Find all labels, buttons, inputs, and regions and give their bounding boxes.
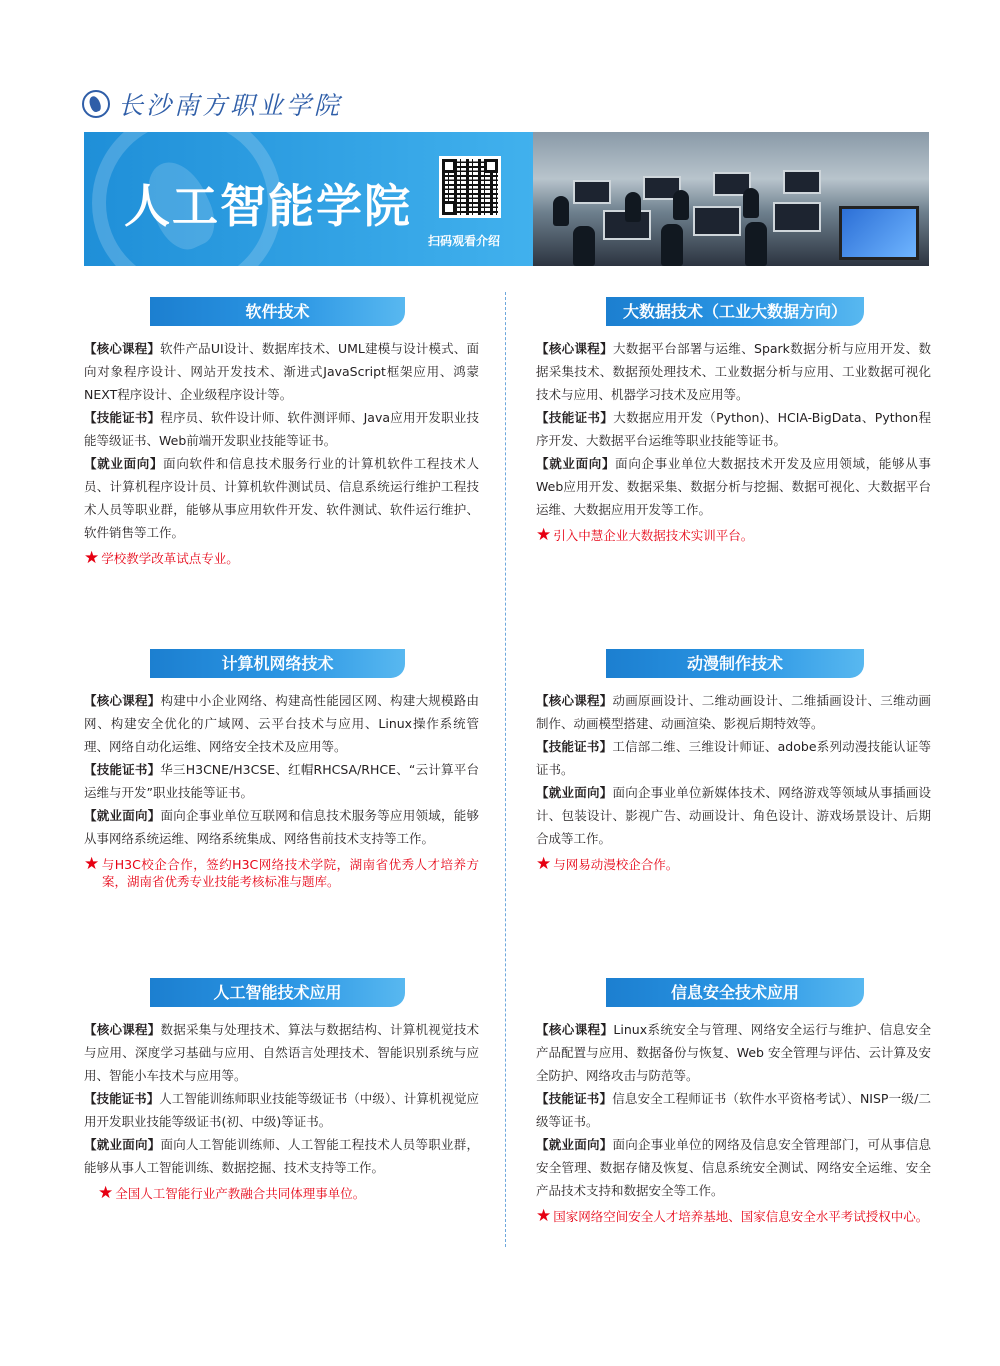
qr-code[interactable]	[439, 156, 501, 218]
star-icon: ★	[98, 1183, 114, 1203]
star-icon: ★	[536, 1206, 552, 1226]
employment: 【就业面向】面向企事业单位互联网和信息技术服务等应用领域，能够从事网络系统运维、网络系统集成、网络售前技术支持等工作。	[84, 808, 479, 846]
major-animation	[536, 649, 931, 873]
employment: 【就业面向】面向企事业单位的网络及信息安全管理部门，可从事信息安全管理、数据存储及恢复、信息系统安全测试、网络安全运维、安全产品技术支持和数据安全等工作。	[536, 1137, 931, 1198]
employment: 【就业面向】面向软件和信息技术服务行业的计算机软件工程技术人员、计算机程序设计员、计算机软件测试员、信息系统运行维护工程技术人员等职业群，能够从事应用软件开发、软件测试、软件运行维护、软件销售等工作。	[84, 456, 479, 540]
section-title: 信息安全技术应用	[606, 978, 864, 1007]
highlight-note: ★ 国家网络空间安全人才培养基地、国家信息安全水平考试授权中心。	[536, 1206, 929, 1226]
employment: 【就业面向】面向人工智能训练师、人工智能工程技术人员等职业群，能够从事人工智能训练、数据挖掘、技术支持等工作。	[84, 1137, 479, 1175]
highlight-note: ★ 引入中慧企业大数据技术实训平台。	[536, 525, 754, 545]
star-icon: ★	[84, 854, 100, 874]
core-courses: 【核心课程】构建中小企业网络、构建高性能园区网、构建大规模路由网、构建安全优化的广域网、云平台技术与应用、Linux操作系统管理、网络自动化运维、网络安全技术及应用等。	[84, 693, 479, 754]
core-courses: 【核心课程】数据采集与处理技术、算法与数据结构、计算机视觉技术与应用、深度学习基础与应用、自然语言处理技术、智能识别系统与应用、智能小车技术与应用等。	[84, 1022, 479, 1083]
major-software-tech	[84, 297, 479, 567]
star-icon: ★	[84, 548, 100, 568]
employment: 【就业面向】面向企事业单位大数据技术开发及应用领域，能够从事Web应用开发、数据采集、数据分析与挖掘、数据可视化、大数据平台运维、大数据应用开发等工作。	[536, 456, 931, 517]
certificates: 【技能证书】人工智能训练师职业技能等级证书（中级）、计算机视觉应用开发职业技能等级证书(初、中级)等证书。	[84, 1091, 479, 1129]
major-computer-network	[84, 649, 479, 890]
college-banner	[84, 132, 929, 266]
highlight-note: ★ 与网易动漫校企合作。	[536, 854, 679, 874]
section-title: 人工智能技术应用	[150, 978, 405, 1007]
core-courses: 【核心课程】软件产品UI设计、数据库技术、UML建模与设计模式、面向对象程序设计、网站开发技术、渐进式JavaScript框架应用、鸿蒙NEXT程序设计、企业级程序设计等。	[84, 341, 479, 402]
core-courses: 【核心课程】Linux系统安全与管理、网络安全运行与维护、信息安全产品配置与应用、数据备份与恢复、Web 安全管理与评估、云计算及安全防护、网络攻击与防范等。	[536, 1022, 931, 1083]
section-title: 计算机网络技术	[150, 649, 405, 678]
school-name: 长沙南方职业学院	[118, 91, 343, 120]
major-info-security	[536, 978, 931, 1225]
star-icon: ★	[536, 854, 552, 874]
certificates: 【技能证书】大数据应用开发（Python)、HCIA-BigData、Python程序开发、大数据平台运维等职业技能等证书。	[536, 410, 931, 448]
certificates: 【技能证书】程序员、软件设计师、软件测评师、Java应用开发职业技能等级证书、Web前端开发职业技能等证书。	[84, 410, 479, 448]
certificates: 【技能证书】华三H3CNE/H3CSE、红帽RHCSA/RHCE、“云计算平台运维与开发”职业技能等证书。	[84, 762, 479, 800]
school-logo	[82, 86, 342, 122]
section-title: 软件技术	[150, 297, 405, 326]
section-title: 大数据技术（工业大数据方向）	[606, 297, 864, 326]
section-title: 动漫制作技术	[606, 649, 864, 678]
major-ai-application	[84, 978, 479, 1202]
column-divider	[505, 292, 506, 1247]
college-title: 人工智能学院	[124, 179, 412, 233]
highlight-note: ★ 全国人工智能行业产教融合共同体理事单位。	[98, 1183, 366, 1203]
core-courses: 【核心课程】大数据平台部署与运维、Spark数据分析与应用开发、数据采集技术、数据预处理技术、工业数据分析与应用、工业数据可视化技术与应用、机器学习技术及应用等。	[536, 341, 931, 402]
qr-caption: 扫码观看介绍	[428, 234, 501, 248]
star-icon: ★	[536, 525, 552, 545]
core-courses: 【核心课程】动画原画设计、二维动画设计、二维插画设计、三维动画制作、动画模型搭建、动画渲染、影视后期特效等。	[536, 693, 931, 731]
certificates: 【技能证书】信息安全工程师证书（软件水平资格考试）、NISP一级/二级等证书。	[536, 1091, 931, 1129]
highlight-note: ★ 与H3C校企合作，签约H3C网络技术学院，湖南省优秀人才培养方案，湖南省优秀专业技能考核标准与题库。	[84, 854, 479, 889]
certificates: 【技能证书】工信部二维、三维设计师证、adobe系列动漫技能认证等证书。	[536, 739, 931, 777]
classroom-photo	[533, 132, 929, 266]
major-big-data	[536, 297, 931, 544]
employment: 【就业面向】面向企事业单位新媒体技术、网络游戏等领域从事插画设计、包装设计、影视广告、动画设计、角色设计、游戏场景设计、后期合成等工作。	[536, 785, 931, 846]
highlight-note: ★ 学校教学改革试点专业。	[84, 548, 239, 568]
school-emblem-icon	[82, 90, 110, 118]
